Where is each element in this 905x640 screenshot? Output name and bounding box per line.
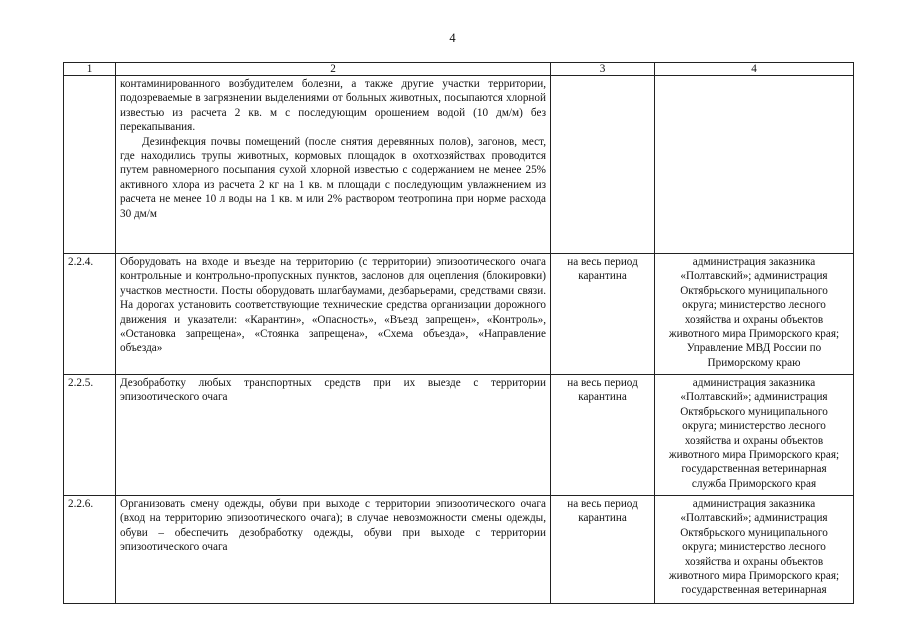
responsible-line: округа; министерство лесного	[682, 299, 826, 312]
measure-description	[116, 76, 551, 254]
table-row	[64, 254, 854, 375]
responsible-line: Приморскому краю	[707, 356, 801, 369]
responsible-line: Октябрьского муниципального	[680, 526, 828, 539]
term-cell	[551, 76, 655, 254]
responsible-line: администрация заказника	[692, 256, 816, 268]
measure-description	[116, 496, 551, 604]
responsible-line: животного мира Приморского края;	[668, 328, 840, 341]
responsible-line: «Полтавский»; администрация	[680, 270, 828, 283]
continuation-paragraph: контаминированного возбудителем болезни, а также другие участки территории, подозреваемые в загрязнении выделениями от больных животных, посыпаются хлорной известью из расчета 2 кв. м с последующим орошением водой (10 дм/м) без перекапывания.	[120, 78, 546, 134]
measures-table	[63, 62, 854, 604]
responsible-line: «Полтавский»; администрация	[680, 512, 828, 525]
responsible-line: Управление МВД России по	[686, 342, 822, 355]
responsible-line: «Полтавский»; администрация	[680, 391, 828, 404]
page-number: 4	[449, 31, 456, 45]
continuation-row	[64, 76, 854, 254]
responsible-line: служба Приморского края	[691, 477, 817, 490]
term: на весь период карантина	[551, 496, 655, 604]
responsible-line: округа; министерство лесного	[682, 420, 826, 433]
responsible-parties	[655, 375, 854, 496]
column-number: 2	[116, 63, 551, 76]
item-number: 2.2.6.	[64, 496, 116, 604]
responsible-parties	[655, 254, 854, 375]
responsible-line: администрация заказника	[692, 498, 816, 510]
item-number-cell	[64, 76, 116, 254]
term: на весь период карантина	[551, 254, 655, 375]
table-row	[64, 375, 854, 496]
measure-text: Оборудовать на входе и въезде на территорию (с территории) эпизоотического очага контрольные и контрольно-пропускных пунктов, заслонов для оцепления (блокировки) участков местности. Посты оборудовать шлагбаумами, дезбарьерами, средствами связи. На дорогах установить соответствующие технические средства организации дорожного движения и указатели: «Карантин», «Опасность», «Въезд запрещен», «Контроль», «Остановка запрещена», «Стоянка запрещена», «Схема объезда», «Направление объезда»	[120, 256, 546, 355]
responsible-line: хозяйства и охраны объектов	[684, 313, 824, 326]
measure-text: Дезобработку любых транспортных средств при их выезде с территории эпизоотического очага	[120, 377, 546, 404]
measure-description	[116, 375, 551, 496]
responsible-line: животного мира Приморского края;	[668, 570, 840, 583]
disinfection-paragraph: Дезинфекция почвы помещений (после снятия деревянных полов), загонов, мест, где находились трупы животных, кормовых площадок в охотхозяйствах проводится путем равномерного посыпания сухой хлорной известью с содержанием не менее 25% активного хлора из расчета 2 кг на 1 кв. м площади с последующим увлажнением из расчета не менее 10 л воды на 1 кв. м или 2% раствором теотропина при норме расхода 30 дм/м	[120, 135, 546, 220]
table-row	[64, 496, 854, 604]
responsible-line: Октябрьского муниципального	[680, 405, 828, 418]
responsible-line: администрация заказника	[692, 377, 816, 389]
term: на весь период карантина	[551, 375, 655, 496]
column-number: 4	[655, 63, 854, 76]
column-number: 1	[64, 63, 116, 76]
responsible-line: государственная ветеринарная	[681, 463, 827, 476]
responsible-line: хозяйства и охраны объектов	[684, 434, 824, 447]
measure-text: Организовать смену одежды, обуви при выходе с территории эпизоотического очага (вход на территорию эпизоотического очага); в случае невозможности смены одежды, обуви – обеспечить дезобработку одежды, обуви при выходе с территории эпизоотического очага	[120, 498, 546, 554]
responsible-parties	[655, 496, 854, 604]
responsible-line: животного мира Приморского края;	[668, 449, 840, 462]
item-number: 2.2.4.	[64, 254, 116, 375]
responsible-line: Октябрьского муниципального	[680, 284, 828, 297]
responsible-cell	[655, 76, 854, 254]
column-number: 3	[551, 63, 655, 76]
responsible-line: государственная ветеринарная	[681, 584, 827, 597]
item-number: 2.2.5.	[64, 375, 116, 496]
responsible-line: округа; министерство лесного	[682, 541, 826, 554]
column-number-row	[64, 63, 854, 76]
responsible-line: хозяйства и охраны объектов	[684, 555, 824, 568]
measure-description	[116, 254, 551, 375]
